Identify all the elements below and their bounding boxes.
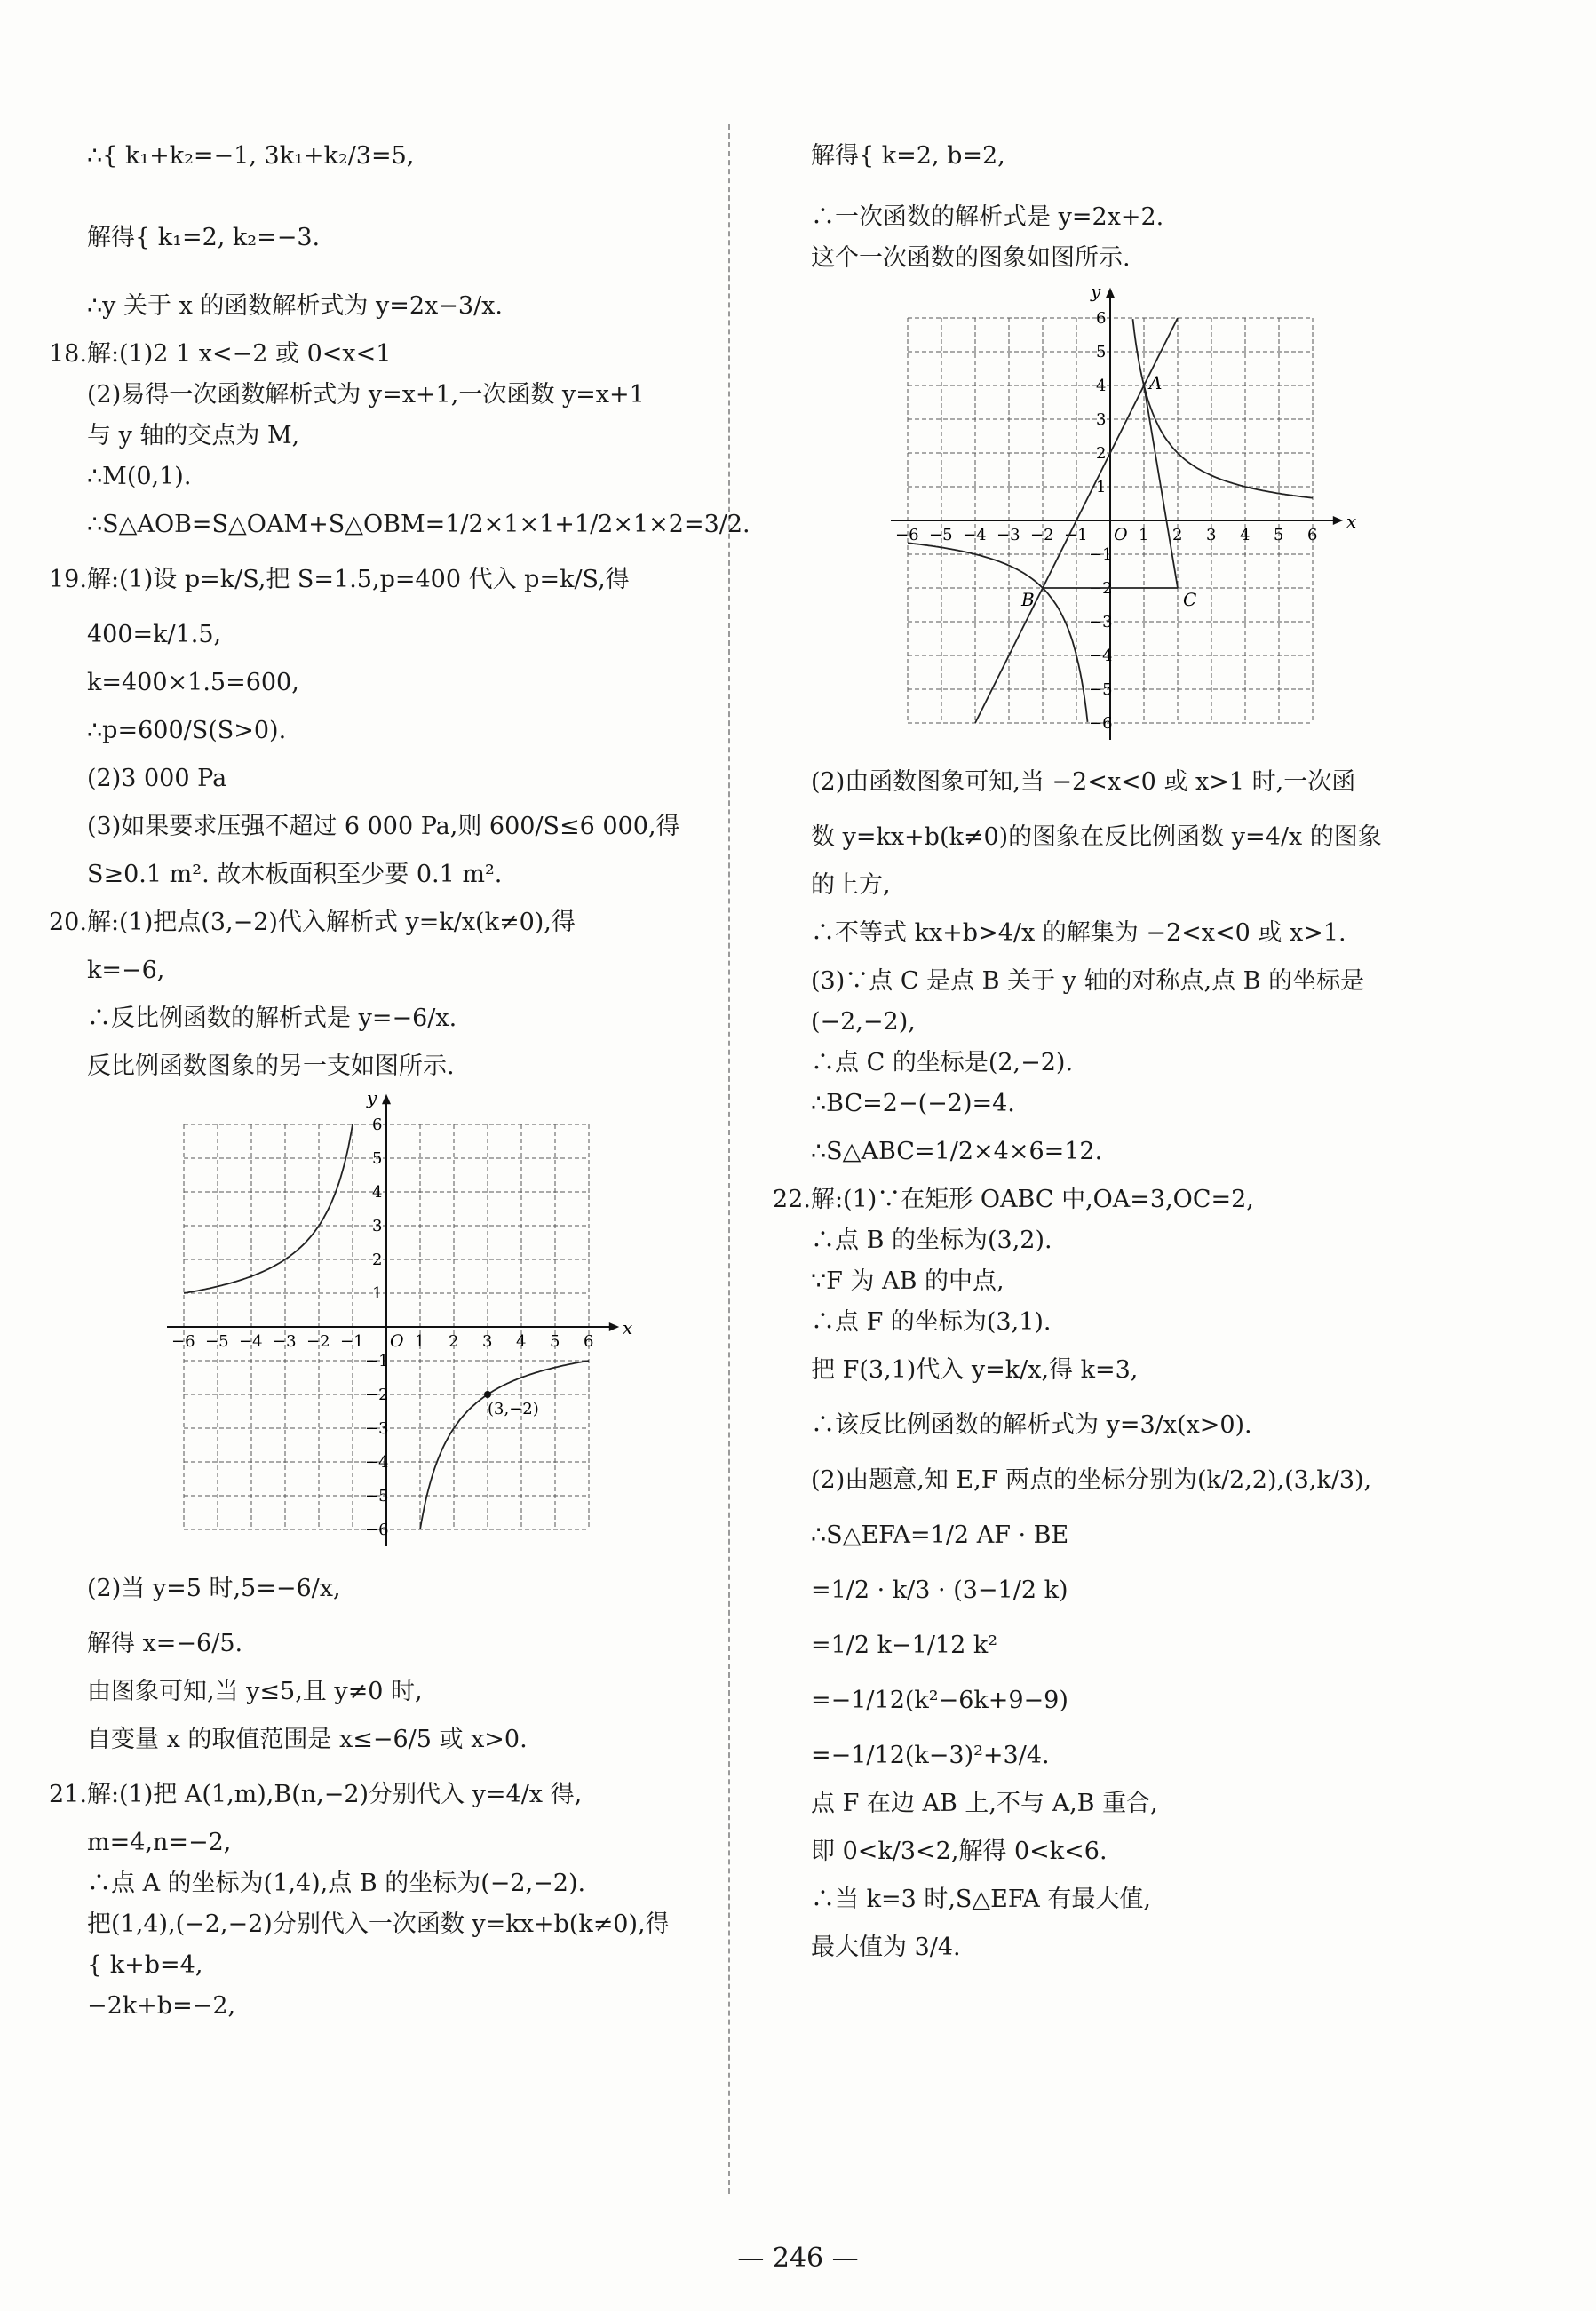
text-line: 这个一次函数的图象如图所示. [811, 244, 1131, 272]
hyperbola-branch [184, 1124, 353, 1293]
left-column [49, 115, 750, 2027]
problem-20: 20.解:(1)把点(3,−2)代入解析式 y=k/x(k≠0),得 [49, 909, 576, 936]
text-line: 点 F 在边 AB 上,不与 A,B 重合, [811, 1790, 1158, 1817]
right-column [773, 115, 1425, 1975]
y-tick-label: 4 [372, 1183, 383, 1202]
y-tick-label: 4 [1096, 377, 1107, 395]
text-line: 把(1,4),(−2,−2)分别代入一次函数 y=kx+b(k≠0),得 [87, 1910, 670, 1938]
text-line: (−2,−2), [811, 1008, 916, 1036]
text-line: (3)∵点 C 是点 B 关于 y 轴的对称点,点 B 的坐标是 [811, 967, 1365, 995]
text-line: k=−6, [87, 957, 165, 984]
x-tick-label: −5 [929, 526, 953, 544]
hyperbola-branch [908, 543, 1088, 722]
text-line: ∴该反比例函数的解析式为 y=3/x(x>0). [811, 1411, 1252, 1439]
text-line: S≥0.1 m². 故木板面积至少要 0.1 m². [87, 861, 503, 888]
y-tick-label: −5 [1089, 680, 1113, 699]
text-line: (2)当 y=5 时,5=−6/x, [87, 1575, 341, 1602]
y-tick-label: −6 [1089, 714, 1113, 733]
x-tick-label: 5 [550, 1332, 560, 1351]
origin-label: O [390, 1331, 404, 1351]
y-tick-label: 1 [1096, 478, 1107, 496]
text-line: (3)如果要求压强不超过 6 000 Pa,则 600/S≤6 000,得 [87, 813, 680, 840]
text-line: 解得{ k=2, b=2, [811, 142, 1005, 170]
text-line: 即 0<k/3<2,解得 0<k<6. [811, 1838, 1108, 1865]
y-tick-label: −1 [1089, 545, 1113, 564]
problem-19: 19.解:(1)设 p=k/S,把 S=1.5,p=400 代入 p=k/S,得 [49, 566, 630, 593]
text-line: ∴S△EFA=1/2 AF · BE [811, 1521, 1069, 1549]
graph-right-grid [891, 281, 1356, 740]
y-tick-label: 2 [372, 1251, 383, 1269]
y-axis-arrow [1106, 288, 1115, 298]
text-line: (2)3 000 Pa [87, 765, 227, 792]
y-tick-label: −2 [1089, 579, 1113, 598]
text-line: ∴点 B 的坐标为(3,2). [811, 1227, 1052, 1254]
hyperbola-branch [420, 1361, 589, 1529]
graph-reciprocal-function [155, 1087, 702, 1561]
text-line: { k+b=4, [87, 1951, 203, 1979]
point-c-label: C [1183, 589, 1197, 610]
y-tick-label: −4 [1089, 647, 1113, 665]
text-line: ∴p=600/S(S>0). [87, 717, 287, 744]
text-line: 数 y=kx+b(k≠0)的图象在反比例函数 y=4/x 的图象 [811, 823, 1382, 851]
y-tick-label: −2 [365, 1386, 389, 1404]
y-tick-label: −4 [365, 1453, 389, 1472]
column-divider [728, 124, 730, 2194]
x-tick-label: 6 [1307, 526, 1318, 544]
text-line: 反比例函数图象的另一支如图所示. [87, 1052, 455, 1080]
point-label: (3,−2) [488, 1400, 539, 1418]
y-tick-label: −6 [365, 1521, 389, 1539]
y-tick-label: 5 [372, 1149, 383, 1168]
text-line: ∴y 关于 x 的函数解析式为 y=2x−3/x. [87, 292, 503, 320]
text-line: ∴当 k=3 时,S△EFA 有最大值, [811, 1886, 1151, 1913]
text-line: (2)易得一次函数解析式为 y=x+1,一次函数 y=x+1 [87, 381, 645, 409]
y-tick-label: −5 [365, 1487, 389, 1505]
text-line: ∵F 为 AB 的中点, [811, 1267, 1004, 1295]
text-line: 400=k/1.5, [87, 621, 222, 648]
x-tick-label: 3 [482, 1332, 493, 1351]
x-tick-label: 1 [415, 1332, 425, 1351]
y-tick-label: −3 [365, 1419, 389, 1438]
x-tick-label: 4 [516, 1332, 527, 1351]
text-line: 与 y 轴的交点为 M, [87, 422, 300, 449]
text-line: ∴{ k₁+k₂=−1, 3k₁+k₂/3=5, [87, 142, 415, 170]
text-line: ∴S△AOB=S△OAM+S△OBM=1/2×1×1+1/2×1×2=3/2. [87, 511, 750, 538]
problem-21: 21.解:(1)把 A(1,m),B(n,−2)分别代入 y=4/x 得, [49, 1781, 583, 1808]
text-line: ∴一次函数的解析式是 y=2x+2. [811, 203, 1164, 231]
x-tick-label: −6 [171, 1332, 195, 1351]
text-line: m=4,n=−2, [87, 1829, 232, 1856]
text-line: 解得 x=−6/5. [87, 1630, 243, 1657]
text-line: ∴点 F 的坐标为(3,1). [811, 1308, 1052, 1336]
y-axis-label: y [367, 1087, 377, 1109]
text-line: ∴S△ABC=1/2×4×6=12. [811, 1138, 1103, 1165]
x-axis-arrow [609, 1322, 619, 1331]
text-line: ∴M(0,1). [87, 463, 192, 490]
y-tick-label: 2 [1096, 444, 1107, 463]
text-line: ∴点 A 的坐标为(1,4),点 B 的坐标为(−2,−2). [87, 1870, 586, 1897]
hyperbola-branch [1133, 319, 1314, 498]
y-tick-label: 6 [1096, 309, 1107, 328]
text-line: ∴点 C 的坐标是(2,−2). [811, 1049, 1074, 1076]
graph-right-svg [879, 281, 1357, 751]
text-line: 最大值为 3/4. [811, 1934, 961, 1961]
x-tick-label: 2 [1172, 526, 1183, 544]
x-tick-label: 6 [584, 1332, 594, 1351]
y-tick-label: 6 [372, 1116, 383, 1134]
x-tick-label: −2 [306, 1332, 330, 1351]
x-tick-label: −1 [340, 1332, 364, 1351]
graph-left-grid [167, 1087, 632, 1546]
origin-label: O [1114, 525, 1128, 544]
graph-linear-and-reciprocal [879, 281, 1425, 755]
x-tick-label: −3 [273, 1332, 297, 1351]
x-tick-label: −5 [205, 1332, 229, 1351]
y-axis-arrow [382, 1094, 391, 1104]
problem-18: 18.解:(1)2 1 x<−2 或 0<x<1 [49, 340, 392, 368]
x-tick-label: 1 [1139, 526, 1149, 544]
x-tick-label: 5 [1274, 526, 1284, 544]
y-axis-label: y [1091, 281, 1101, 303]
x-tick-label: −4 [239, 1332, 263, 1351]
text-line: 把 F(3,1)代入 y=k/x,得 k=3, [811, 1356, 1139, 1384]
point-a-label: A [1149, 372, 1163, 393]
point-marker [484, 1391, 491, 1398]
point-b-label: B [1021, 589, 1035, 610]
x-tick-label: −3 [997, 526, 1020, 544]
graph-left-svg [155, 1087, 633, 1558]
x-tick-label: −1 [1064, 526, 1088, 544]
text-line: (2)由题意,知 E,F 两点的坐标分别为(k/2,2),(3,k/3), [811, 1466, 1372, 1494]
y-tick-label: 5 [1096, 343, 1107, 361]
y-tick-label: −3 [1089, 613, 1113, 631]
x-tick-label: 3 [1206, 526, 1217, 544]
text-line: −2k+b=−2, [87, 1992, 236, 2020]
x-tick-label: −2 [1030, 526, 1054, 544]
text-line: 由图象可知,当 y≤5,且 y≠0 时, [87, 1678, 423, 1705]
text-line: ∴反比例函数的解析式是 y=−6/x. [87, 1005, 457, 1032]
text-line: ∴BC=2−(−2)=4. [811, 1090, 1015, 1117]
text-line: 解得{ k₁=2, k₂=−3. [87, 224, 321, 251]
x-tick-label: −4 [963, 526, 987, 544]
x-tick-label: 2 [449, 1332, 459, 1351]
x-axis-label: x [623, 1317, 633, 1338]
text-line: =1/2 · k/3 · (3−1/2 k) [811, 1576, 1068, 1604]
problem-22: 22.解:(1)∵在矩形 OABC 中,OA=3,OC=2, [773, 1186, 1254, 1213]
y-tick-label: 3 [372, 1217, 383, 1235]
text-line: 的上方, [811, 871, 891, 899]
text-line: =1/2 k−1/12 k² [811, 1632, 998, 1659]
x-tick-label: 4 [1240, 526, 1251, 544]
y-tick-label: −1 [365, 1352, 389, 1370]
text-line: =−1/12(k−3)²+3/4. [811, 1742, 1050, 1769]
text-line: ∴不等式 kx+b>4/x 的解集为 −2<x<0 或 x>1. [811, 919, 1346, 947]
text-line: k=400×1.5=600, [87, 669, 299, 696]
text-line: (2)由函数图象可知,当 −2<x<0 或 x>1 时,一次函 [811, 768, 1356, 796]
text-line: 自变量 x 的取值范围是 x≤−6/5 或 x>0. [87, 1726, 528, 1753]
x-tick-label: −6 [895, 526, 919, 544]
page-number: — 246 — [737, 2243, 859, 2274]
text-line: =−1/12(k²−6k+9−9) [811, 1687, 1068, 1714]
x-axis-arrow [1333, 516, 1343, 525]
y-tick-label: 3 [1096, 410, 1107, 429]
x-axis-label: x [1346, 511, 1357, 532]
y-tick-label: 1 [372, 1284, 383, 1303]
